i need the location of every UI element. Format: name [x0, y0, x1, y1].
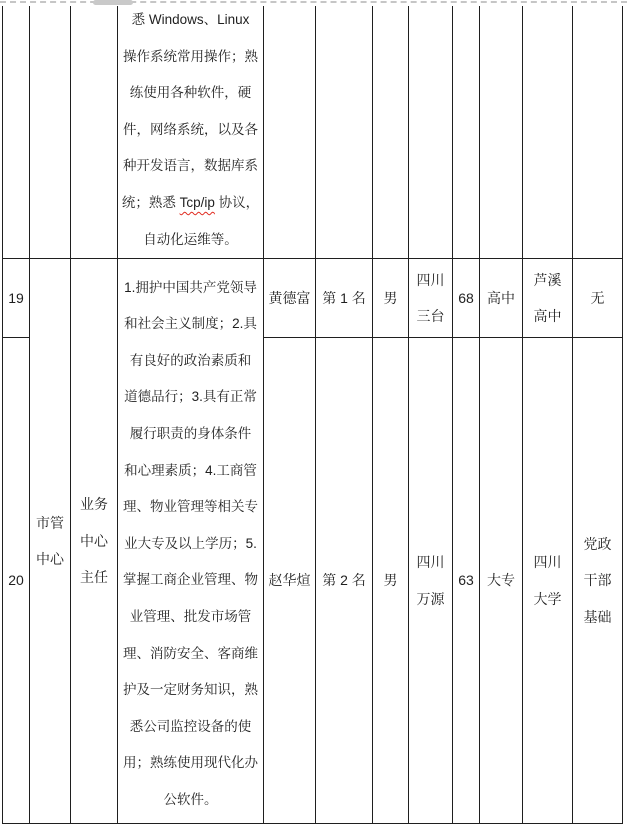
cell-rank: 第 1 名 — [316, 259, 373, 338]
position-text: 业务 中心 主任 — [80, 496, 108, 586]
cell-unit — [30, 259, 71, 824]
origin-text: 四川 三台 — [416, 271, 445, 325]
cell-school-empty — [523, 6, 573, 259]
cell-origin — [409, 338, 453, 824]
table-row-continuation — [3, 6, 623, 259]
cell-position — [71, 259, 118, 824]
origin-text: 四川 万源 — [416, 554, 445, 607]
cell-score-empty — [453, 6, 480, 259]
cell-note — [573, 338, 623, 824]
cell-note — [573, 259, 623, 338]
table-row-19 — [3, 259, 623, 338]
cell-unit-empty — [30, 6, 71, 259]
school-text: 四川 大学 — [533, 554, 562, 607]
cell-origin — [409, 259, 453, 338]
spellcheck-underline: Tcp/ip — [179, 194, 215, 210]
school-text: 芦溪 高中 — [533, 271, 562, 325]
note-text: 无 — [590, 289, 605, 306]
note-text: 党政 干部 基础 — [583, 535, 612, 625]
cell-seq: 20 — [3, 338, 30, 824]
cell-note-empty — [573, 6, 623, 259]
cell-qualifications-continued — [118, 6, 264, 259]
unit-text: 市管 中心 — [36, 514, 64, 568]
cell-gender: 男 — [373, 338, 409, 824]
cell-education-empty — [480, 6, 523, 259]
cell-school — [523, 338, 573, 824]
cell-gender-empty — [373, 6, 409, 259]
cell-position-empty — [71, 6, 118, 259]
cell-seq: 19 — [3, 259, 30, 338]
cell-name-empty — [264, 6, 316, 259]
cell-origin-empty — [409, 6, 453, 259]
cell-education: 大专 — [480, 338, 523, 824]
cell-name: 黄德富 — [264, 259, 316, 338]
qualification-text-continued: 悉 Windows、Linux 操作系统常用操作；熟 练使用各种软件，硬 件，网络系统，以及各 种开发语言，数据库系 统；熟悉 Tcp/ip 协议， 自动化运维等。 — [121, 12, 260, 247]
cell-education: 高中 — [480, 259, 523, 338]
cell-rank: 第 2 名 — [316, 338, 373, 824]
cell-qualifications — [118, 259, 264, 824]
cell-score: 63 — [453, 338, 480, 824]
cell-gender: 男 — [373, 259, 409, 338]
cell-rank-empty — [316, 6, 373, 259]
qualification-text: 1.拥护中国共产党领导 和社会主义制度；2.具 有良好的政治素质和 道德品行；3.具有正常 履行职责的身体条件 和心理素质；4.工商管 理、物业管理等相关专 业大专及以上学历；5. 掌握工商企业管理、物 业管理、批发市场管 理、消防安全、客商维 护及一定财务知识，熟 悉公司监控设备的使 用；熟练使用现代化办 公软件。 — [123, 279, 258, 808]
cell-name: 赵华煊 — [264, 338, 316, 824]
cell-score: 68 — [453, 259, 480, 338]
cell-school — [523, 259, 573, 338]
ruler-artifact — [93, 0, 133, 5]
cell-seq-empty — [3, 6, 30, 259]
recruitment-table — [2, 6, 623, 824]
